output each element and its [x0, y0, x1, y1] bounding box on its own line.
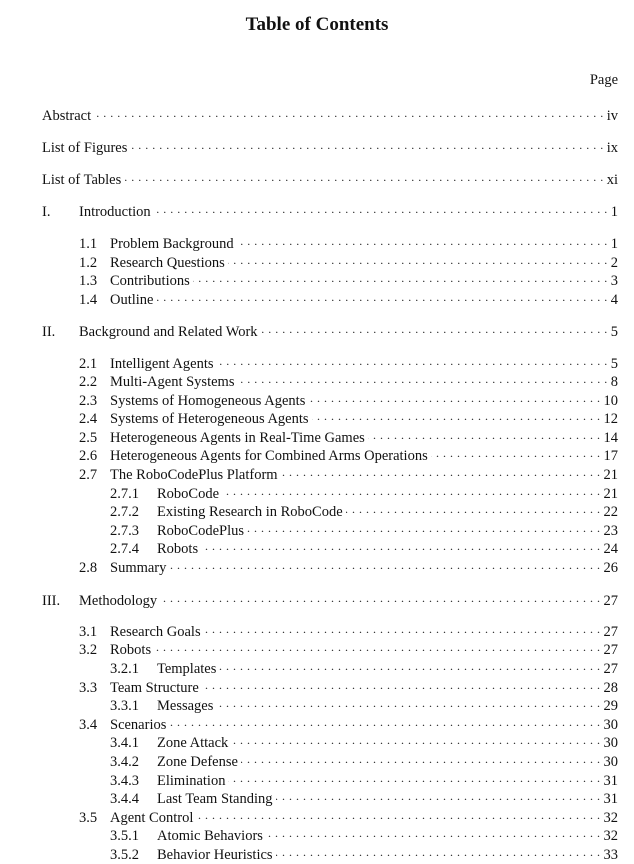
toc-section-number: 2.1 — [79, 356, 98, 372]
toc-entry-label: Methodology — [79, 593, 158, 609]
toc-section-1-3[interactable] — [79, 271, 618, 289]
toc-entry-label: Summary — [110, 560, 167, 576]
toc-section-number: 2.6 — [79, 448, 98, 464]
toc-chapter-number: I. — [42, 204, 51, 220]
toc-entry-label: RoboCode — [157, 486, 220, 502]
toc-section-1-2[interactable] — [79, 253, 618, 271]
toc-entry-page: 4 — [610, 292, 618, 308]
page-column-header: Page — [589, 72, 618, 88]
toc-section-number: 3.2 — [79, 642, 98, 658]
toc-entry-page: 5 — [610, 324, 618, 340]
toc-chapter-2[interactable] — [42, 322, 618, 340]
toc-entry-page: 1 — [610, 236, 618, 252]
toc-entry-page: iv — [606, 108, 618, 124]
toc-section-3-2[interactable] — [79, 640, 618, 658]
toc-entry-label: Zone Defense — [157, 754, 238, 770]
leader-dots — [94, 106, 604, 120]
toc-chapter-1[interactable] — [42, 202, 618, 220]
leader-dots — [169, 715, 600, 729]
toc-subsection-2-7-3[interactable] — [110, 521, 618, 539]
toc-entry-page: 24 — [603, 541, 618, 557]
toc-subsection-number: 2.7.1 — [110, 486, 139, 502]
leader-dots — [276, 845, 601, 859]
toc-section-2-1[interactable] — [79, 354, 618, 372]
toc-subsection-number: 3.5.1 — [110, 828, 139, 844]
toc-subsection-number: 3.3.1 — [110, 698, 139, 714]
toc-entry-label: Agent Control — [110, 810, 194, 826]
toc-subsection-3-4-4[interactable] — [110, 789, 618, 807]
leader-dots — [228, 253, 608, 267]
toc-subsection-number: 2.7.2 — [110, 504, 139, 520]
leader-dots — [261, 322, 608, 336]
toc-entry-label: Existing Research in RoboCode — [157, 504, 343, 520]
toc-entry-page: 28 — [603, 680, 618, 696]
toc-entry-label: Research Questions — [110, 255, 225, 271]
toc-entry-label: Zone Attack — [157, 735, 229, 751]
toc-section-number: 1.3 — [79, 273, 98, 289]
toc-subsection-number: 3.4.2 — [110, 754, 139, 770]
toc-section-number: 1.2 — [79, 255, 98, 271]
toc-section-3-5[interactable] — [79, 808, 618, 826]
toc-entry-label: RoboCodePlus — [157, 523, 245, 539]
toc-subsection-number: 3.2.1 — [110, 661, 139, 677]
toc-entry-label: Team Structure — [110, 680, 199, 696]
toc-chapter-number: III. — [42, 593, 61, 609]
toc-entry-page: 17 — [603, 448, 618, 464]
toc-subsection-number: 3.4.4 — [110, 791, 139, 807]
leader-dots — [241, 752, 601, 766]
toc-entry-page: 32 — [603, 828, 618, 844]
toc-entry-label: Heterogeneous Agents for Combined Arms Operations — [110, 448, 428, 464]
toc-entry-label: Systems of Heterogeneous Agents — [110, 411, 309, 427]
toc-entry-page: 14 — [603, 430, 618, 446]
toc-entry-label: Elimination — [157, 773, 226, 789]
toc-entry-page: 30 — [603, 735, 618, 751]
leader-dots — [228, 771, 600, 785]
toc-subsection-3-3-1[interactable] — [110, 696, 618, 714]
toc-section-3-4[interactable] — [79, 715, 618, 733]
toc-section-number: 2.4 — [79, 411, 98, 427]
toc-entry-abstract[interactable] — [42, 106, 618, 124]
toc-section-3-1[interactable] — [79, 622, 618, 640]
toc-entry-label: Robots — [157, 541, 199, 557]
toc-entry-label: Intelligent Agents — [110, 356, 214, 372]
toc-entry-label: Robots — [110, 642, 152, 658]
toc-entry-page: 27 — [603, 661, 618, 677]
leader-dots — [154, 640, 600, 654]
toc-entry-label: Abstract — [42, 108, 92, 124]
toc-entry-page: 21 — [603, 467, 618, 483]
page-title: Table of Contents — [245, 14, 389, 35]
toc-section-2-4[interactable] — [79, 409, 618, 427]
toc-subsection-3-4-3[interactable] — [110, 771, 618, 789]
toc-entry-label: Multi-Agent Systems — [110, 374, 235, 390]
toc-entry-page: 22 — [603, 504, 618, 520]
toc-entry-list-of-figures[interactable] — [42, 138, 618, 156]
toc-section-number: 3.5 — [79, 810, 98, 826]
toc-entry-page: 12 — [603, 411, 618, 427]
toc-chapter-3[interactable] — [42, 591, 618, 609]
leader-dots — [231, 733, 600, 747]
toc-chapter-number: II. — [42, 324, 56, 340]
toc-entry-page: 29 — [603, 698, 618, 714]
toc-entry-page: 2 — [610, 255, 618, 271]
leader-dots — [368, 428, 601, 442]
toc-section-2-7[interactable] — [79, 465, 618, 483]
toc-entry-page: 8 — [610, 374, 618, 390]
toc-subsection-number: 2.7.4 — [110, 541, 139, 557]
toc-entry-page: 26 — [603, 560, 618, 576]
toc-entry-page: 3 — [610, 273, 618, 289]
leader-dots — [346, 502, 601, 516]
leader-dots — [157, 290, 608, 304]
leader-dots — [237, 372, 607, 386]
leader-dots — [308, 391, 600, 405]
toc-entry-label: Behavior Heuristics — [157, 847, 273, 863]
toc-entry-page: 32 — [603, 810, 618, 826]
toc-entry-label: Last Team Standing — [157, 791, 273, 807]
toc-section-2-8[interactable] — [79, 558, 618, 576]
leader-dots — [193, 271, 608, 285]
leader-dots — [266, 826, 601, 840]
toc-entry-page: 30 — [603, 754, 618, 770]
leader-dots — [216, 696, 600, 710]
toc-subsection-2-7-1[interactable] — [110, 484, 618, 502]
toc-entry-page: 33 — [603, 847, 618, 863]
toc-subsection-3-5-1[interactable] — [110, 826, 618, 844]
leader-dots — [202, 678, 601, 692]
toc-entry-page: 30 — [603, 717, 618, 733]
toc-entry-label: Systems of Homogeneous Agents — [110, 393, 306, 409]
toc-entry-label: Problem Background — [110, 236, 234, 252]
toc-entry-label: Atomic Behaviors — [157, 828, 263, 844]
toc-entry-list-of-tables[interactable] — [42, 170, 618, 188]
toc-section-1-4[interactable] — [79, 290, 618, 308]
toc-entry-page: 31 — [603, 773, 618, 789]
toc-subsection-2-7-4[interactable] — [110, 539, 618, 557]
toc-entry-page: ix — [606, 140, 618, 156]
toc-subsection-number: 3.4.3 — [110, 773, 139, 789]
leader-dots — [312, 409, 601, 423]
toc-section-number: 2.5 — [79, 430, 98, 446]
leader-dots — [247, 521, 600, 535]
leader-dots — [169, 558, 600, 572]
toc-entry-page: 21 — [603, 486, 618, 502]
leader-dots — [154, 202, 608, 216]
leader-dots — [222, 484, 600, 498]
toc-entry-label: Introduction — [79, 204, 151, 220]
toc-entry-label: List of Figures — [42, 140, 128, 156]
leader-dots — [204, 622, 601, 636]
leader-dots — [237, 234, 608, 248]
toc-subsection-3-2-1[interactable] — [110, 659, 618, 677]
toc-section-number: 2.2 — [79, 374, 98, 390]
toc-section-2-2[interactable] — [79, 372, 618, 390]
toc-entry-page: 27 — [603, 593, 618, 609]
toc-entry-label: Heterogeneous Agents in Real-Time Games — [110, 430, 365, 446]
toc-entry-page: 23 — [603, 523, 618, 539]
toc-entry-page: 31 — [603, 791, 618, 807]
toc-section-number: 3.4 — [79, 717, 98, 733]
toc-section-2-3[interactable] — [79, 391, 618, 409]
leader-dots — [219, 659, 600, 673]
toc-entry-label: Background and Related Work — [79, 324, 258, 340]
toc-subsection-3-4-2[interactable] — [110, 752, 618, 770]
toc-entry-label: The RoboCodePlus Platform — [110, 467, 278, 483]
leader-dots — [160, 591, 600, 605]
leader-dots — [196, 808, 600, 822]
toc-section-2-6[interactable] — [79, 446, 618, 464]
toc-section-3-3[interactable] — [79, 678, 618, 696]
toc-entry-label: Contributions — [110, 273, 190, 289]
toc-entry-label: List of Tables — [42, 172, 122, 188]
toc-entry-page: 27 — [603, 642, 618, 658]
toc-entry-label: Messages — [157, 698, 214, 714]
leader-dots — [431, 446, 601, 460]
toc-subsection-number: 2.7.3 — [110, 523, 139, 539]
toc-subsection-3-4-1[interactable] — [110, 733, 618, 751]
toc-section-number: 2.3 — [79, 393, 98, 409]
toc-section-number: 2.8 — [79, 560, 98, 576]
leader-dots — [217, 354, 608, 368]
leader-dots — [124, 170, 603, 184]
toc-section-number: 2.7 — [79, 467, 98, 483]
toc-subsection-number: 3.5.2 — [110, 847, 139, 863]
toc-entry-label: Outline — [110, 292, 154, 308]
toc-entry-label: Scenarios — [110, 717, 167, 733]
toc-entry-label: Research Goals — [110, 624, 201, 640]
toc-entry-page: 1 — [610, 204, 618, 220]
leader-dots — [130, 138, 603, 152]
toc-entry-label: Templates — [157, 661, 217, 677]
toc-section-2-5[interactable] — [79, 428, 618, 446]
toc-subsection-2-7-2[interactable] — [110, 502, 618, 520]
toc-entry-page: xi — [606, 172, 618, 188]
toc-subsection-number: 3.4.1 — [110, 735, 139, 751]
toc-section-number: 3.3 — [79, 680, 98, 696]
toc-section-number: 1.1 — [79, 236, 98, 252]
toc-entry-page: 27 — [603, 624, 618, 640]
leader-dots — [276, 789, 601, 803]
toc-entry-page: 5 — [610, 356, 618, 372]
leader-dots — [281, 465, 601, 479]
toc-entry-page: 10 — [603, 393, 618, 409]
toc-section-number: 3.1 — [79, 624, 98, 640]
toc-subsection-3-5-2[interactable] — [110, 845, 618, 863]
toc-section-number: 1.4 — [79, 292, 98, 308]
leader-dots — [201, 539, 600, 553]
toc-section-1-1[interactable] — [79, 234, 618, 252]
